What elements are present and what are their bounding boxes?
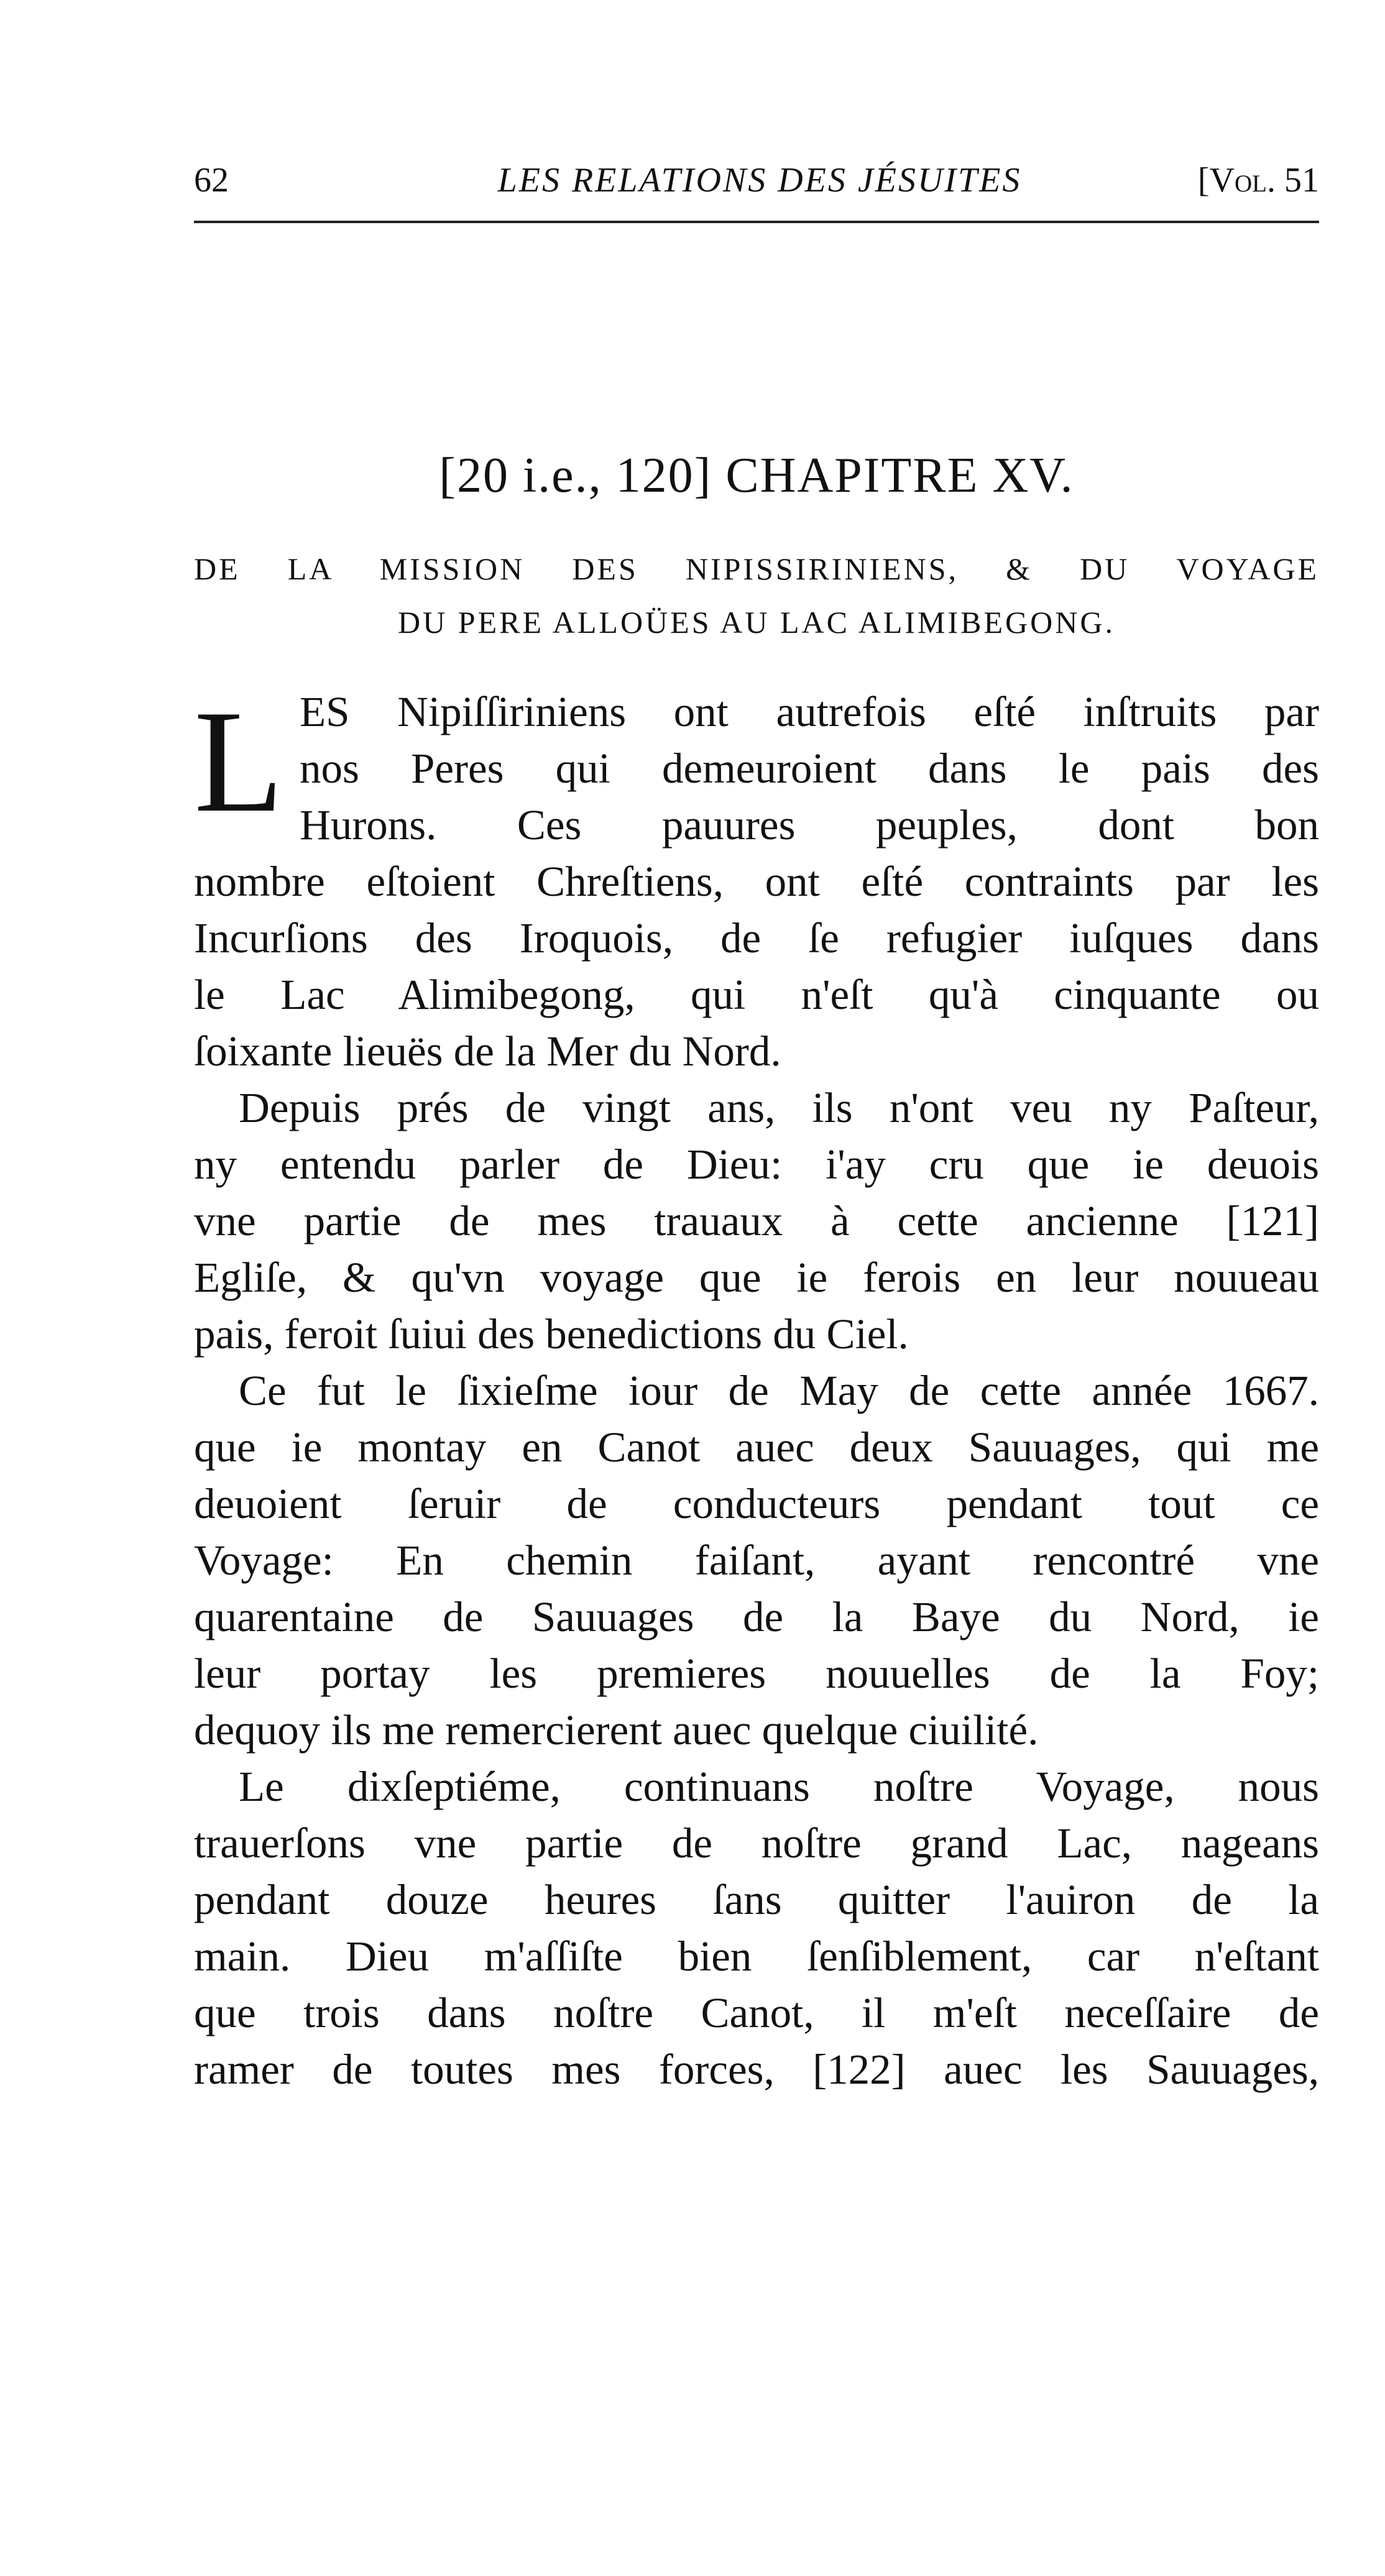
chapter-heading: [20 i.e., 120] CHAPITRE XV. bbox=[439, 448, 1074, 503]
drop-cap: L bbox=[194, 681, 284, 843]
text-line: Depuis prés de vingt ans, ils n'ont veu ny Paſteur, bbox=[239, 1084, 1319, 1131]
paragraph bbox=[194, 1080, 1319, 1363]
text-line: pendant douze heures ſans quitter l'auiron de la bbox=[194, 1876, 1319, 1923]
text-line: ES Nipiſſiriniens ont autrefois eſté inſtruits par bbox=[300, 688, 1319, 735]
running-title: LES RELATIONS DES JÉSUITES bbox=[497, 161, 1022, 200]
paragraph bbox=[194, 1363, 1319, 1759]
body-text bbox=[194, 681, 1319, 2098]
text-line: nombre eſtoient Chreſtiens, ont eſté contraints par les bbox=[194, 858, 1319, 905]
text-line: nos Peres qui demeuroient dans le pais des bbox=[300, 745, 1319, 792]
text-line: que trois dans noſtre Canot, il m'eſt neceſſaire de bbox=[194, 1989, 1319, 2036]
text-line: trauerſons vne partie de noſtre grand Lac, nageans bbox=[194, 1819, 1319, 1867]
chapter-subtitle-line: DE LA MISSION DES NIPISSIRINIENS, & DU VOYAGE bbox=[194, 551, 1319, 586]
header-rule bbox=[194, 221, 1319, 223]
volume-reference: [Vol. 51 bbox=[1197, 161, 1319, 200]
text-line: pais, feroit ſuiui des benedictions du Ciel. bbox=[194, 1310, 909, 1358]
text-line: Hurons. Ces pauures peuples, dont bon bbox=[300, 801, 1319, 849]
text-line: leur portay les premieres nouuelles de la Foy; bbox=[194, 1650, 1319, 1697]
text-line: Le dixſeptiéme, continuans noſtre Voyage, nous bbox=[239, 1763, 1319, 1810]
paragraph bbox=[194, 1759, 1319, 2098]
text-line: quarentaine de Sauuages de la Baye du Nord, ie bbox=[194, 1593, 1319, 1640]
text-line: ramer de toutes mes forces, [122] auec les Sauuages, bbox=[194, 2046, 1319, 2093]
chapter-subtitle bbox=[194, 542, 1319, 649]
chapter-subtitle-line: DU PERE ALLOÜES AU LAC ALIMIBEGONG. bbox=[398, 605, 1115, 640]
text-line: ſoixante lieuës de la Mer du Nord. bbox=[194, 1028, 781, 1075]
text-line: Voyage: En chemin faiſant, ayant rencontré vne bbox=[194, 1537, 1319, 1584]
text-line: main. Dieu m'aſſiſte bien ſenſiblement, car n'eſtant bbox=[194, 1933, 1319, 1980]
text-line: Incurſions des Iroquois, de ſe refugier iuſques dans bbox=[194, 914, 1319, 962]
text-line: le Lac Alimibegong, qui n'eſt qu'à cinquante ou bbox=[194, 971, 1319, 1018]
text-line: ny entendu parler de Dieu: i'ay cru que ie deuois bbox=[194, 1141, 1319, 1188]
paragraph bbox=[194, 681, 1319, 1080]
text-line: Egliſe, & qu'vn voyage que ie ferois en leur nouueau bbox=[194, 1254, 1319, 1301]
running-head bbox=[194, 155, 1319, 205]
text-line: que ie montay en Canot auec deux Sauuages, qui me bbox=[194, 1424, 1319, 1471]
page-number: 62 bbox=[194, 161, 229, 200]
text-line: deuoient ſeruir de conducteurs pendant tout ce bbox=[194, 1480, 1319, 1527]
text-line: Ce fut le ſixieſme iour de May de cette année 1667. bbox=[239, 1367, 1319, 1414]
text-line: vne partie de mes trauaux à cette ancienne [121] bbox=[194, 1197, 1319, 1244]
text-line: dequoy ils me remercierent auec quelque ciuilité. bbox=[194, 1706, 1039, 1754]
